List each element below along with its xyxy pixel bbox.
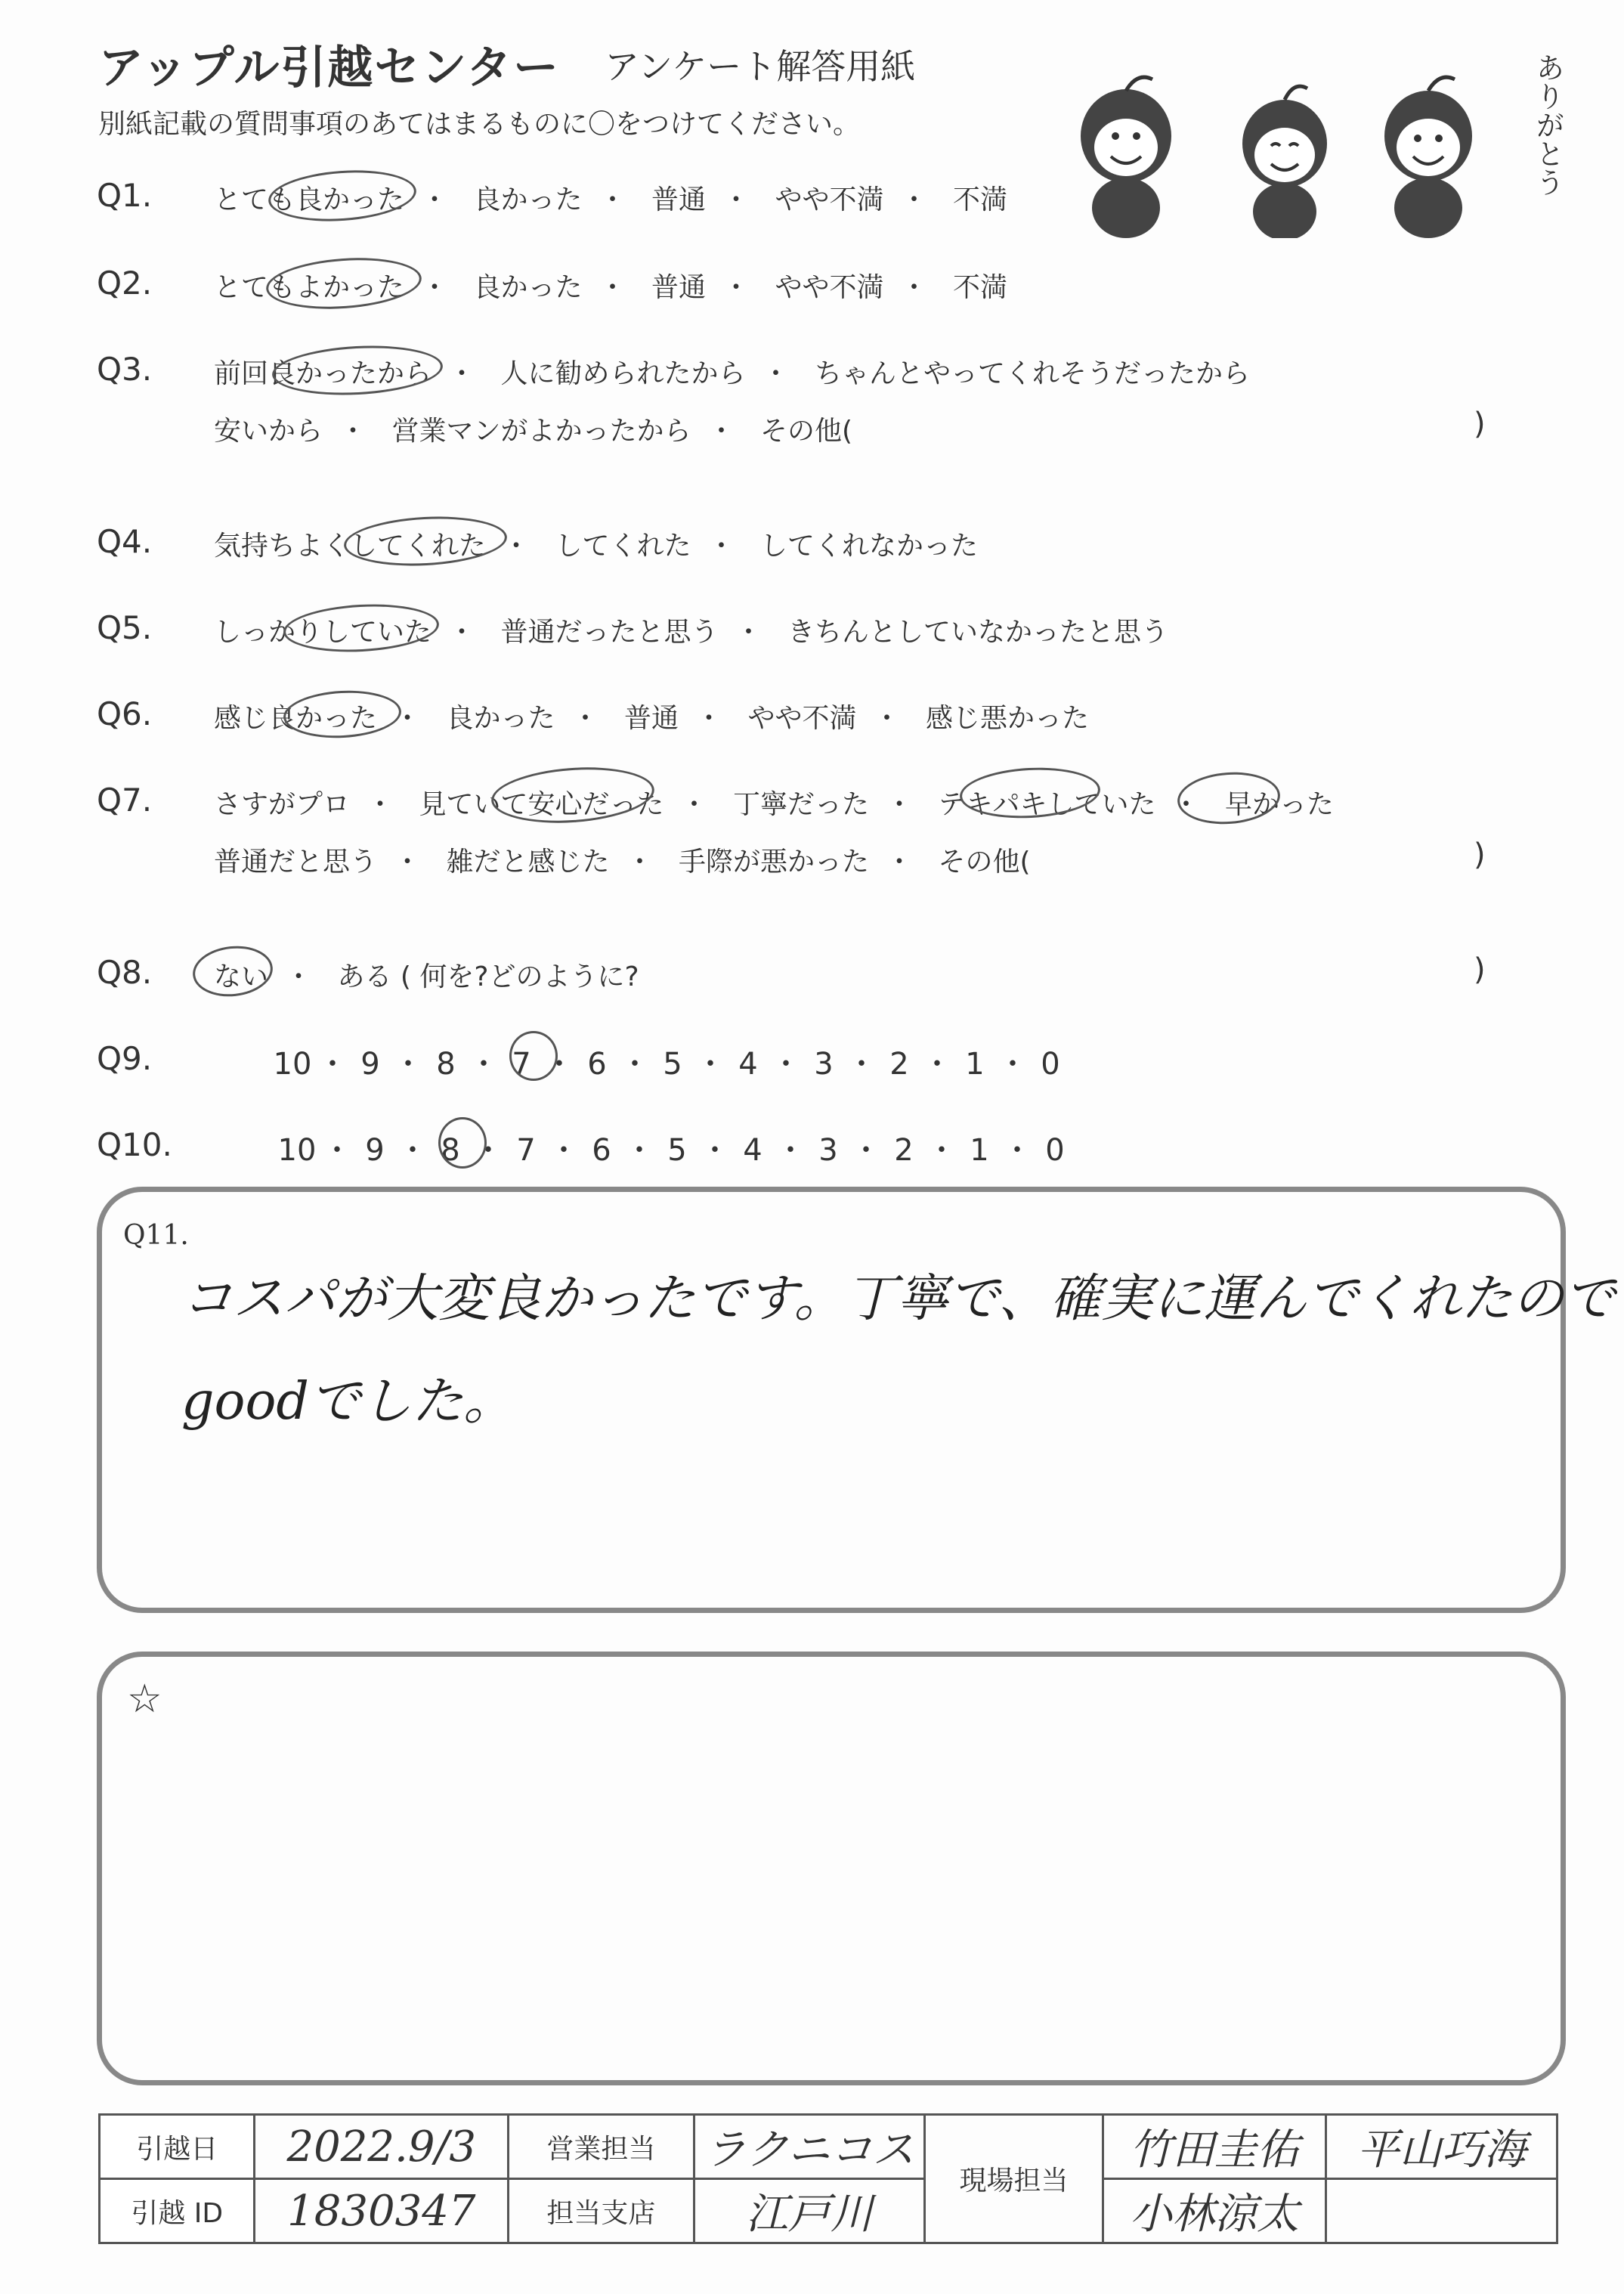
sales-value: ラクニコス — [694, 2115, 925, 2179]
rating-option-8[interactable]: 8 — [441, 1133, 460, 1168]
q9-selection-circle — [509, 1031, 558, 1081]
rating-separator: ・ — [775, 1133, 806, 1168]
q2-option[interactable]: やや不満 — [775, 272, 884, 303]
q1-number: Q1. — [97, 177, 153, 214]
q4-option[interactable]: してくれなかった — [759, 531, 978, 562]
site-staff-2: 平山巧海 — [1326, 2115, 1557, 2179]
rating-option-10[interactable]: 10 — [273, 1047, 312, 1082]
q7-close-paren: ) — [1474, 837, 1486, 872]
q5-option[interactable]: きちんとしていなかったと思う — [787, 617, 1168, 648]
q5-number: Q5. — [97, 609, 153, 646]
q2-option[interactable]: 良かった — [473, 272, 583, 303]
move-date-label: 引越日 — [100, 2115, 255, 2179]
rating-option-0[interactable]: 0 — [1041, 1047, 1060, 1082]
rating-option-0[interactable]: 0 — [1045, 1133, 1065, 1168]
sales-label: 営業担当 — [509, 2115, 694, 2179]
rating-separator: ・ — [397, 1133, 428, 1168]
q5-option[interactable]: しっかりしていた — [214, 617, 432, 648]
branch-value: 江戸川 — [694, 2179, 925, 2243]
q3-option[interactable]: 営業マンがよかったから — [391, 416, 691, 447]
rating-separator: ・ — [473, 1133, 503, 1168]
instruction-text: 別紙記載の質問事項のあてはまるものに〇をつけてください。 — [98, 109, 861, 140]
q8-number: Q8. — [97, 954, 153, 991]
q5-option[interactable]: 普通だったと思う — [500, 617, 719, 648]
q8-option[interactable]: ある ( 何を?どのように? — [337, 961, 639, 992]
branch-label: 担当支店 — [509, 2179, 694, 2243]
rating-option-4[interactable]: 4 — [738, 1047, 758, 1082]
q1-options: とても良かった ・ 良かった ・ 普通 ・ やや不満 ・ 不満 — [214, 184, 1007, 215]
q3-number: Q3. — [97, 351, 153, 388]
rating-option-5[interactable]: 5 — [667, 1133, 687, 1168]
rating-separator: ・ — [700, 1133, 730, 1168]
rating-separator: ・ — [393, 1047, 423, 1082]
q5-options: しっかりしていた ・ 普通だったと思う ・ きちんとしていなかったと思う — [214, 617, 1168, 648]
q10-selection-circle — [438, 1117, 487, 1169]
q4-option[interactable]: 気持ちよくしてくれた — [214, 531, 487, 562]
rating-option-5[interactable]: 5 — [663, 1047, 682, 1082]
q1-option[interactable]: とても良かった — [214, 184, 405, 215]
q2-options: とてもよかった ・ 良かった ・ 普通 ・ やや不満 ・ 不満 — [214, 272, 1007, 303]
rating-separator: ・ — [469, 1047, 499, 1082]
q3-options-line2: 安いから ・ 営業マンがよかったから ・ その他( — [214, 416, 853, 447]
q1-option[interactable]: 良かった — [473, 184, 583, 215]
q1-option[interactable]: 不満 — [952, 184, 1007, 215]
q3-option[interactable]: ちゃんとやってくれそうだったから — [814, 358, 1250, 389]
rating-option-7[interactable]: 7 — [512, 1047, 531, 1082]
q7-option[interactable]: 雑だと感じた — [446, 847, 610, 878]
q10-scale — [277, 1126, 1073, 1169]
site-staff-empty — [1326, 2179, 1557, 2243]
site-label: 現場担当 — [925, 2115, 1103, 2243]
rating-separator: ・ — [624, 1133, 654, 1168]
q7-options-line2: 普通だと思う ・ 雑だと感じた ・ 手際が悪かった ・ その他( — [214, 847, 1031, 878]
q2-option[interactable]: 普通 — [651, 272, 706, 303]
rating-separator: ・ — [998, 1047, 1028, 1082]
rating-separator: ・ — [771, 1047, 801, 1082]
q6-option[interactable]: 感じ悪かった — [925, 703, 1089, 734]
q6-options: 感じ良かった ・ 良かった ・ 普通 ・ やや不満 ・ 感じ悪かった — [214, 703, 1089, 734]
q3-option[interactable]: 人に勧められたから — [500, 358, 746, 389]
rating-option-9[interactable]: 9 — [360, 1047, 380, 1082]
rating-option-1[interactable]: 1 — [965, 1047, 985, 1082]
rating-option-8[interactable]: 8 — [436, 1047, 456, 1082]
q3-option-other[interactable]: その他( — [759, 416, 853, 447]
q2-option[interactable]: 不満 — [952, 272, 1007, 303]
rating-separator: ・ — [926, 1133, 957, 1168]
rating-option-6[interactable]: 6 — [587, 1047, 607, 1082]
q8-options: ない ・ ある ( 何を?どのように? — [214, 961, 639, 992]
q1-option[interactable]: 普通 — [651, 184, 706, 215]
q2-selection-circle — [264, 253, 423, 314]
q7-option[interactable]: 早かった — [1224, 789, 1334, 820]
q4-options: 気持ちよくしてくれた ・ してくれた ・ してくれなかった — [214, 531, 978, 562]
move-id-label: 引越 ID — [100, 2179, 255, 2243]
rating-option-9[interactable]: 9 — [365, 1133, 385, 1168]
rating-option-3[interactable]: 3 — [814, 1047, 834, 1082]
rating-separator: ・ — [846, 1047, 877, 1082]
rating-separator: ・ — [922, 1047, 952, 1082]
q6-option[interactable]: 良かった — [446, 703, 555, 734]
move-date-value: 2022.9/3 — [255, 2115, 509, 2179]
company-name: アップル引越センター — [98, 42, 560, 94]
star-icon: ☆ — [127, 1676, 162, 1722]
rating-separator: ・ — [1002, 1133, 1032, 1168]
q6-number: Q6. — [97, 695, 153, 732]
q11-label: Q11. — [123, 1220, 189, 1251]
move-id-value: 1830347 — [255, 2179, 509, 2243]
q1-option[interactable]: やや不満 — [775, 184, 884, 215]
rating-separator: ・ — [851, 1133, 881, 1168]
q3-close-paren: ) — [1474, 407, 1486, 441]
q2-number: Q2. — [97, 265, 153, 302]
rating-option-7[interactable]: 7 — [516, 1133, 536, 1168]
q7-number: Q7. — [97, 782, 153, 819]
q8-option[interactable]: ない — [214, 961, 269, 992]
q10-number: Q10. — [97, 1126, 172, 1163]
q7-option[interactable]: 丁寧だった — [732, 789, 869, 820]
q6-option[interactable]: 普通 — [623, 703, 679, 734]
q3-options-line1: 前回良かったから ・ 人に勧められたから ・ ちゃんとやってくれそうだったから — [214, 358, 1250, 389]
move-info-table — [98, 2113, 1558, 2244]
q4-option[interactable]: してくれた — [555, 531, 691, 562]
star-comment-box[interactable] — [97, 1652, 1566, 2085]
q6-option[interactable]: やや不満 — [747, 703, 857, 734]
q11-answer-line2: goodでした。 — [181, 1372, 515, 1432]
rating-option-10[interactable]: 10 — [277, 1133, 317, 1168]
q2-option[interactable]: とてもよかった — [214, 272, 405, 303]
rating-separator: ・ — [620, 1047, 650, 1082]
q4-number: Q4. — [97, 523, 153, 560]
q6-option[interactable]: 感じ良かった — [214, 703, 378, 734]
rating-option-1[interactable]: 1 — [970, 1133, 989, 1168]
rating-option-2[interactable]: 2 — [889, 1047, 909, 1082]
q7-option[interactable]: 普通だと思う — [214, 847, 378, 878]
site-staff-3: 小林涼太 — [1103, 2179, 1326, 2243]
rating-separator: ・ — [695, 1047, 725, 1082]
rating-separator: ・ — [317, 1047, 348, 1082]
rating-separator: ・ — [544, 1047, 574, 1082]
q8-close-paren: ) — [1474, 952, 1486, 987]
q7-option[interactable]: さすがプロ — [214, 789, 351, 820]
rating-option-6[interactable]: 6 — [592, 1133, 611, 1168]
form-title: アンケート解答用紙 — [605, 46, 916, 87]
site-staff-1: 竹田圭佑 — [1103, 2115, 1326, 2179]
rating-separator: ・ — [322, 1133, 352, 1168]
thanks-text: ありがとう — [1531, 53, 1564, 197]
rating-separator: ・ — [549, 1133, 579, 1168]
q7-options-line1: さすがプロ ・ 見ていて安心だった ・ 丁寧だった ・ テキパキしていた ・ 早かった — [214, 789, 1334, 820]
q3-option[interactable]: 安いから — [214, 416, 323, 447]
q9-scale — [272, 1040, 1069, 1083]
q7-option[interactable]: 見ていて安心だった — [419, 789, 664, 820]
rating-option-4[interactable]: 4 — [743, 1133, 763, 1168]
monkey-mascots-illustration — [1035, 42, 1527, 238]
rating-option-3[interactable]: 3 — [818, 1133, 838, 1168]
q7-option-other[interactable]: その他( — [938, 847, 1031, 878]
rating-option-2[interactable]: 2 — [894, 1133, 914, 1168]
q11-answer-line1: コスパが大変良かったです。丁寧で、確実に運んでくれたので — [181, 1269, 1616, 1329]
q7-option[interactable]: 手際が悪かった — [678, 847, 869, 878]
q3-option[interactable]: 前回良かったから — [214, 358, 432, 389]
q7-option[interactable]: テキパキしていた — [938, 789, 1156, 820]
q9-number: Q9. — [97, 1040, 153, 1077]
